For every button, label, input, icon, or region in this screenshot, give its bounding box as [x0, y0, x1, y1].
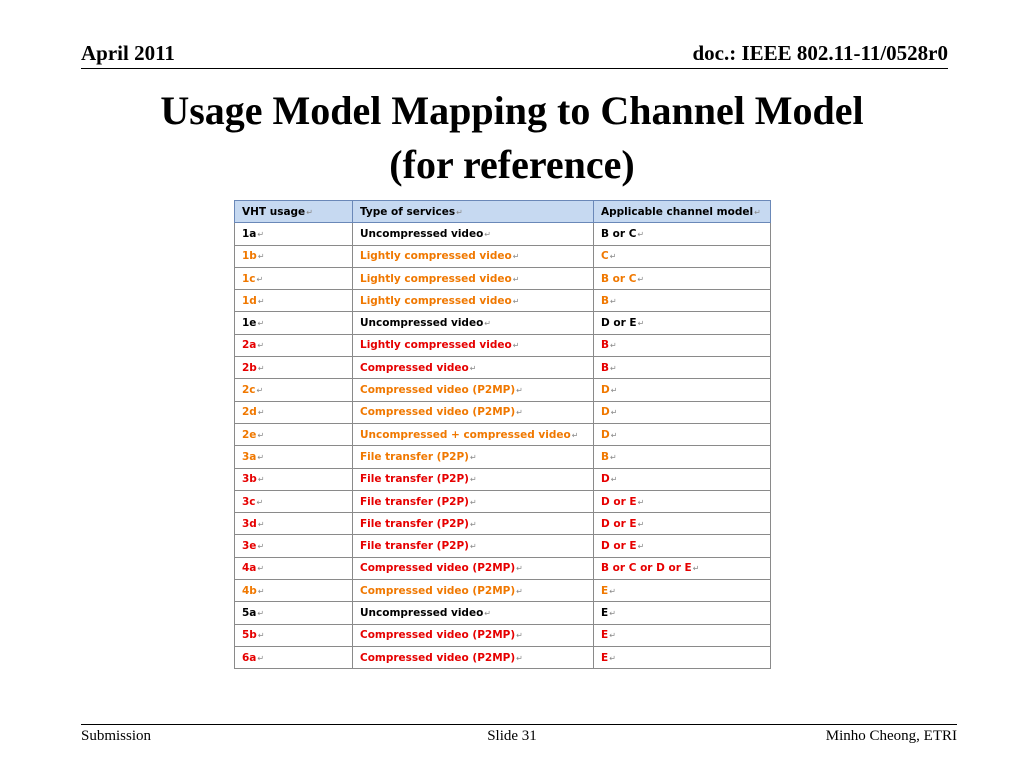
table-row [235, 357, 771, 379]
cell-channel-model: D or E↵ [594, 513, 771, 535]
table-row [235, 379, 771, 401]
cell-channel-model: D or E↵ [594, 535, 771, 557]
cell-service-type: Lightly compressed video↵ [353, 245, 594, 267]
cell-channel-model: D or E↵ [594, 490, 771, 512]
cell-vht-usage: 3c↵ [235, 490, 353, 512]
cell-vht-usage: 3e↵ [235, 535, 353, 557]
cell-vht-usage: 5a↵ [235, 602, 353, 624]
slide-title [60, 84, 964, 192]
cell-vht-usage: 3d↵ [235, 513, 353, 535]
cell-channel-model: E↵ [594, 580, 771, 602]
header-doc-id: doc.: IEEE 802.11-11/0528r0 [692, 41, 948, 65]
table-row [235, 646, 771, 668]
cell-vht-usage: 3b↵ [235, 468, 353, 490]
cell-channel-model: D or E↵ [594, 312, 771, 334]
cell-channel-model: C↵ [594, 245, 771, 267]
cell-channel-model: E↵ [594, 624, 771, 646]
cell-service-type: Compressed video (P2MP)↵ [353, 379, 594, 401]
footer-slide-number: Slide 31 [487, 728, 537, 744]
cell-channel-model: E↵ [594, 646, 771, 668]
cell-service-type: File transfer (P2P)↵ [353, 513, 594, 535]
cell-service-type: Uncompressed video↵ [353, 602, 594, 624]
cell-service-type: File transfer (P2P)↵ [353, 468, 594, 490]
cell-vht-usage: 5b↵ [235, 624, 353, 646]
cell-service-type: Lightly compressed video↵ [353, 267, 594, 289]
table-row [235, 245, 771, 267]
cell-vht-usage: 1d↵ [235, 290, 353, 312]
table-row [235, 602, 771, 624]
cell-vht-usage: 3a↵ [235, 446, 353, 468]
table-row [235, 334, 771, 356]
cell-service-type: Compressed video (P2MP)↵ [353, 401, 594, 423]
cell-channel-model: B↵ [594, 357, 771, 379]
header-divider [81, 68, 948, 69]
cell-vht-usage: 4b↵ [235, 580, 353, 602]
cell-service-type: File transfer (P2P)↵ [353, 535, 594, 557]
cell-channel-model: D↵ [594, 468, 771, 490]
cell-channel-model: B↵ [594, 290, 771, 312]
cell-service-type: Compressed video (P2MP)↵ [353, 580, 594, 602]
table-row [235, 267, 771, 289]
header-applicable-channel-model: Applicable channel model↵ [594, 201, 771, 223]
table-row [235, 423, 771, 445]
cell-vht-usage: 1c↵ [235, 267, 353, 289]
cell-service-type: Compressed video (P2MP)↵ [353, 646, 594, 668]
title-line-2: (for reference) [389, 142, 635, 187]
cell-channel-model: D↵ [594, 401, 771, 423]
table-row [235, 446, 771, 468]
cell-vht-usage: 6a↵ [235, 646, 353, 668]
cell-channel-model: B or C↵ [594, 223, 771, 245]
title-line-1: Usage Model Mapping to Channel Model [160, 88, 864, 133]
cell-vht-usage: 4a↵ [235, 557, 353, 579]
cell-vht-usage: 2b↵ [235, 357, 353, 379]
cell-channel-model: B or C or D or E↵ [594, 557, 771, 579]
cell-channel-model: E↵ [594, 602, 771, 624]
cell-vht-usage: 2c↵ [235, 379, 353, 401]
footer-divider [81, 724, 957, 725]
cell-channel-model: B↵ [594, 334, 771, 356]
header-vht-usage: VHT usage↵ [235, 201, 353, 223]
cell-vht-usage: 2d↵ [235, 401, 353, 423]
table-row [235, 290, 771, 312]
footer-submission: Submission [81, 728, 152, 744]
cell-service-type: Uncompressed video↵ [353, 223, 594, 245]
table-row [235, 557, 771, 579]
cell-vht-usage: 2a↵ [235, 334, 353, 356]
cell-service-type: File transfer (P2P)↵ [353, 490, 594, 512]
table-row [235, 312, 771, 334]
cell-channel-model: B or C↵ [594, 267, 771, 289]
table-row [235, 490, 771, 512]
cell-service-type: Compressed video (P2MP)↵ [353, 624, 594, 646]
table-row [235, 468, 771, 490]
table-row [235, 624, 771, 646]
usage-mapping-table [234, 200, 771, 669]
cell-vht-usage: 1e↵ [235, 312, 353, 334]
table-row [235, 513, 771, 535]
cell-channel-model: D↵ [594, 379, 771, 401]
cell-service-type: Uncompressed + compressed video↵ [353, 423, 594, 445]
cell-service-type: Compressed video↵ [353, 357, 594, 379]
cell-vht-usage: 1b↵ [235, 245, 353, 267]
cell-vht-usage: 1a↵ [235, 223, 353, 245]
table-row [235, 401, 771, 423]
cell-service-type: File transfer (P2P)↵ [353, 446, 594, 468]
table-row [235, 535, 771, 557]
cell-service-type: Uncompressed video↵ [353, 312, 594, 334]
table-row [235, 580, 771, 602]
header-type-of-services: Type of services↵ [353, 201, 594, 223]
cell-channel-model: D↵ [594, 423, 771, 445]
footer-author: Minho Cheong, ETRI [825, 728, 957, 744]
cell-service-type: Compressed video (P2MP)↵ [353, 557, 594, 579]
header-date: April 2011 [81, 41, 175, 65]
table-row [235, 223, 771, 245]
table-body [235, 223, 771, 669]
table-header-row [235, 201, 771, 223]
cell-channel-model: B↵ [594, 446, 771, 468]
cell-service-type: Lightly compressed video↵ [353, 290, 594, 312]
cell-vht-usage: 2e↵ [235, 423, 353, 445]
cell-service-type: Lightly compressed video↵ [353, 334, 594, 356]
